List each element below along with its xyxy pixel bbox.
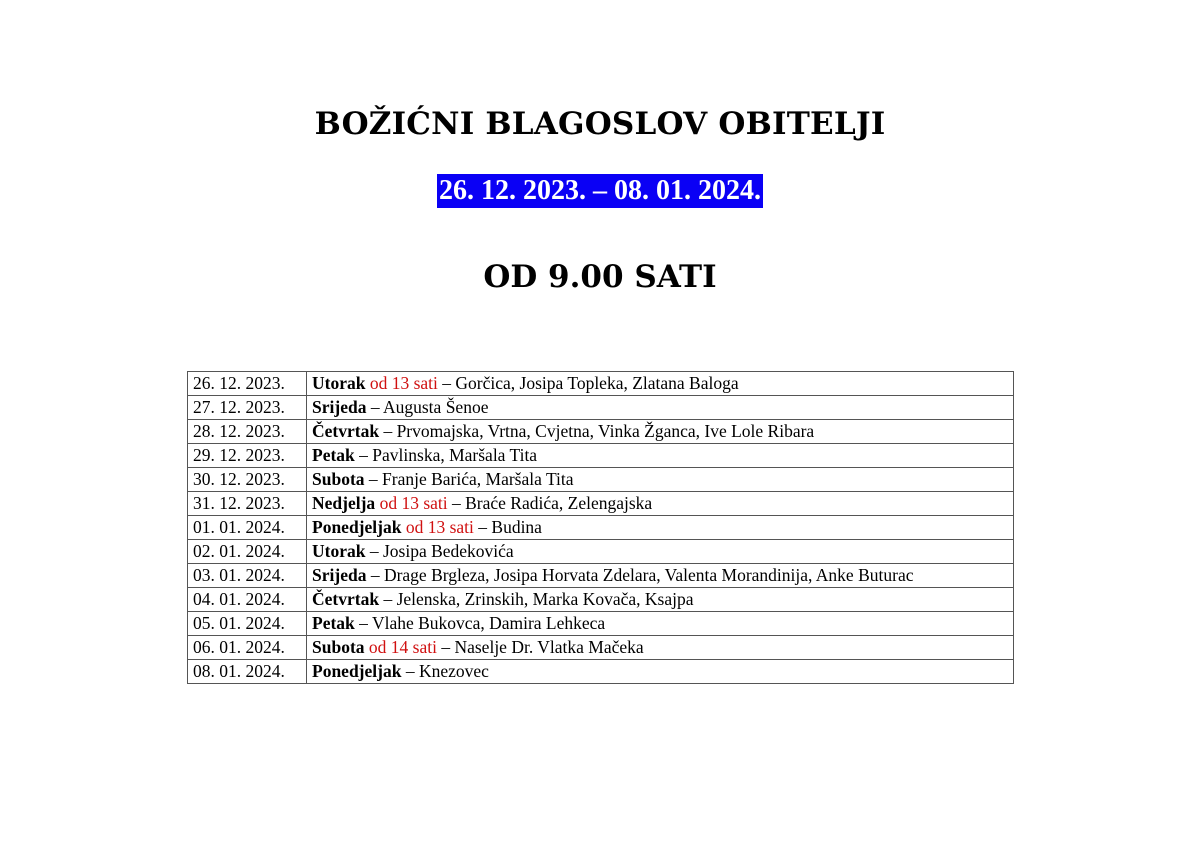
schedule-details (307, 444, 1014, 468)
weekday-label: Petak (312, 445, 355, 465)
schedule-date: 01. 01. 2024. (188, 516, 307, 540)
start-time-note: od 13 sati (365, 373, 438, 393)
weekday-label: Četvrtak (312, 589, 380, 609)
schedule-date: 28. 12. 2023. (188, 420, 307, 444)
street-list: – Naselje Dr. Vlatka Mačeka (436, 637, 644, 657)
schedule-details (307, 612, 1014, 636)
street-list: – Prvomajska, Vrtna, Cvjetna, Vinka Žganca, Ive Lole Ribara (379, 421, 815, 441)
schedule-details (307, 660, 1014, 684)
schedule-details (307, 588, 1014, 612)
table-row (188, 540, 1014, 564)
table-row (188, 636, 1014, 660)
street-list: – Budina (473, 517, 542, 537)
weekday-label: Ponedjeljak (312, 517, 402, 537)
start-time-note: od 13 sati (401, 517, 474, 537)
date-range-container (0, 174, 1200, 208)
weekday-label: Srijeda (312, 397, 367, 417)
schedule-date: 29. 12. 2023. (188, 444, 307, 468)
street-list: – Pavlinska, Maršala Tita (354, 445, 538, 465)
schedule-date: 06. 01. 2024. (188, 636, 307, 660)
start-time-note: od 13 sati (375, 493, 448, 513)
start-time-note: od 14 sati (364, 637, 437, 657)
weekday-label: Subota (312, 469, 365, 489)
weekday-label: Ponedjeljak (312, 661, 402, 681)
table-row (188, 444, 1014, 468)
schedule-details (307, 420, 1014, 444)
street-list: – Jelenska, Zrinskih, Marka Kovača, Ksajpa (379, 589, 694, 609)
schedule-details (307, 636, 1014, 660)
street-list: – Josipa Bedekovića (365, 541, 514, 561)
street-list: – Augusta Šenoe (366, 397, 489, 417)
street-list: – Gorčica, Josipa Topleka, Zlatana Baloga (437, 373, 739, 393)
schedule-date: 04. 01. 2024. (188, 588, 307, 612)
schedule-details (307, 516, 1014, 540)
schedule-table (187, 371, 1014, 684)
table-row (188, 420, 1014, 444)
table-row (188, 564, 1014, 588)
schedule-date: 05. 01. 2024. (188, 612, 307, 636)
table-row (188, 660, 1014, 684)
weekday-label: Utorak (312, 373, 366, 393)
schedule-details (307, 564, 1014, 588)
schedule-details (307, 540, 1014, 564)
schedule-date: 26. 12. 2023. (188, 372, 307, 396)
weekday-label: Utorak (312, 541, 366, 561)
table-row (188, 396, 1014, 420)
schedule-date: 08. 01. 2024. (188, 660, 307, 684)
weekday-label: Četvrtak (312, 421, 380, 441)
table-row (188, 588, 1014, 612)
table-row (188, 516, 1014, 540)
street-list: – Vlahe Bukovca, Damira Lehkeca (354, 613, 606, 633)
street-list: – Drage Brgleza, Josipa Horvata Zdelara, Valenta Morandinija, Anke Buturac (366, 565, 914, 585)
schedule-table-body (188, 372, 1014, 684)
table-row (188, 372, 1014, 396)
weekday-label: Srijeda (312, 565, 367, 585)
schedule-details (307, 396, 1014, 420)
schedule-date: 27. 12. 2023. (188, 396, 307, 420)
start-time-heading: OD 9.00 SATI (483, 259, 717, 295)
table-row (188, 612, 1014, 636)
weekday-label: Nedjelja (312, 493, 376, 513)
schedule-date: 30. 12. 2023. (188, 468, 307, 492)
street-list: – Franje Barića, Maršala Tita (364, 469, 574, 489)
schedule-details (307, 492, 1014, 516)
date-range-highlight: 26. 12. 2023. – 08. 01. 2024. (439, 175, 761, 206)
weekday-label: Petak (312, 613, 355, 633)
table-row (188, 492, 1014, 516)
schedule-date: 03. 01. 2024. (188, 564, 307, 588)
schedule-date: 02. 01. 2024. (188, 540, 307, 564)
schedule-date: 31. 12. 2023. (188, 492, 307, 516)
schedule-details (307, 372, 1014, 396)
page-title: BOŽIĆNI BLAGOSLOV OBITELJI (314, 106, 886, 142)
street-list: – Braće Radića, Zelengajska (447, 493, 653, 513)
schedule-details (307, 468, 1014, 492)
table-row (188, 468, 1014, 492)
street-list: – Knezovec (401, 661, 489, 681)
weekday-label: Subota (312, 637, 365, 657)
